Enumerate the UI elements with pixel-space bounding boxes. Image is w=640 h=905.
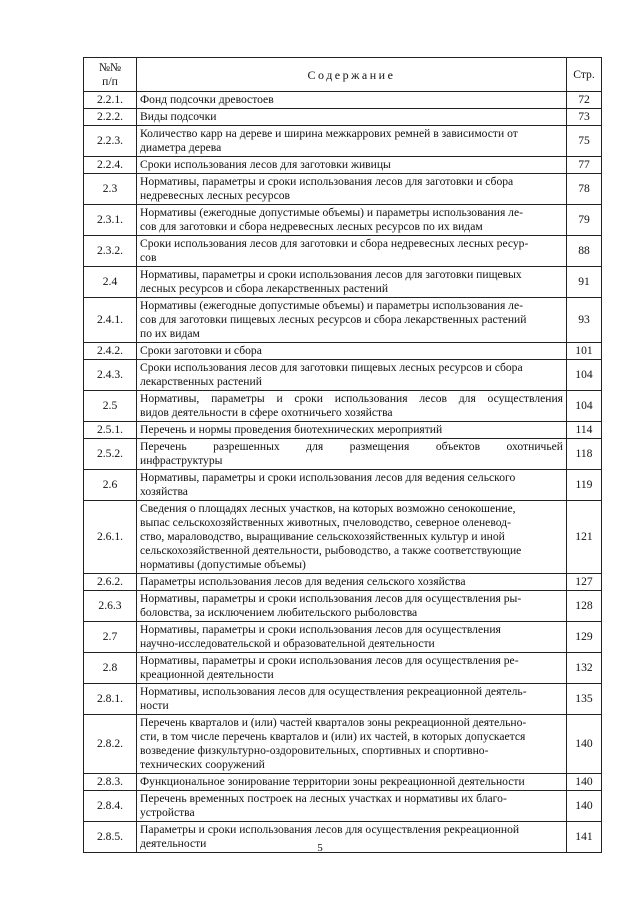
section-number: 2.2.3. [84, 126, 137, 157]
section-title: Параметры использования лесов для ведения сельского хозяйства [137, 574, 567, 591]
page-ref: 132 [567, 653, 602, 684]
section-number: 2.8.2. [84, 715, 137, 774]
section-number: 2.3.2. [84, 236, 137, 267]
section-number: 2.8.1. [84, 684, 137, 715]
table-row [84, 205, 602, 236]
section-title: Нормативы, параметры и сроки использования лесов для осуществления видов деятельности в сфере охотничьего хозяйства [137, 391, 567, 422]
contents-body [84, 92, 602, 853]
table-row [84, 298, 602, 343]
section-title: Нормативы, параметры и сроки использования лесов для заготовки пищевых лесных ресурсов и сбора лекарственных растений [137, 267, 567, 298]
header-title: Содержание [137, 58, 567, 92]
section-title: Сроки использования лесов для заготовки и сбора недревесных лесных ресур- сов [137, 236, 567, 267]
section-title: Нормативы (ежегодные допустимые объемы) и параметры использования ле- сов для заготовки пищевых лесных ресурсов и сбора лекарственных растений по их видам [137, 298, 567, 343]
table-row [84, 174, 602, 205]
section-number: 2.2.2. [84, 109, 137, 126]
page-ref: 141 [567, 822, 602, 853]
page-ref: 104 [567, 391, 602, 422]
page-ref: 73 [567, 109, 602, 126]
section-number: 2.4.2. [84, 343, 137, 360]
table-row [84, 267, 602, 298]
section-title: Сроки использования лесов для заготовки пищевых лесных ресурсов и сбора лекарственных растений [137, 360, 567, 391]
section-number: 2.8.5. [84, 822, 137, 853]
header-number: №№ п/п [84, 58, 137, 92]
table-row [84, 715, 602, 774]
section-number: 2.2.1. [84, 92, 137, 109]
table-row [84, 360, 602, 391]
section-number: 2.6 [84, 470, 137, 501]
table-row [84, 591, 602, 622]
section-title: Перечень разрешенных для размещения объектов охотничьей инфраструктуры [137, 439, 567, 470]
page-ref: 129 [567, 622, 602, 653]
page-ref: 101 [567, 343, 602, 360]
page-ref: 121 [567, 501, 602, 574]
page-ref: 88 [567, 236, 602, 267]
section-number: 2.6.3 [84, 591, 137, 622]
section-number: 2.8 [84, 653, 137, 684]
section-title: Перечень и нормы проведения биотехнических мероприятий [137, 422, 567, 439]
table-row [84, 622, 602, 653]
table-row [84, 157, 602, 174]
section-number: 2.3.1. [84, 205, 137, 236]
table-row [84, 684, 602, 715]
table-row [84, 574, 602, 591]
page-ref: 128 [567, 591, 602, 622]
page-ref: 140 [567, 715, 602, 774]
section-title: Количество карр на дереве и ширина межкаррових ремней в зависимости от диаметра дерева [137, 126, 567, 157]
table-row [84, 439, 602, 470]
page-ref: 140 [567, 774, 602, 791]
page-ref: 118 [567, 439, 602, 470]
table-row [84, 343, 602, 360]
section-title: Нормативы, параметры и сроки использования лесов для заготовки и сбора недревесных лесных ресурсов [137, 174, 567, 205]
page-ref: 91 [567, 267, 602, 298]
section-number: 2.8.3. [84, 774, 137, 791]
table-row [84, 236, 602, 267]
page-ref: 135 [567, 684, 602, 715]
section-title: Сроки использования лесов для заготовки живицы [137, 157, 567, 174]
section-title: Параметры и сроки использования лесов для осуществления рекреационной деятельности [137, 822, 567, 853]
section-title: Нормативы, параметры и сроки использования лесов для осуществления научно-исследовательской и образовательной деятельности [137, 622, 567, 653]
page-ref: 78 [567, 174, 602, 205]
table-row [84, 774, 602, 791]
section-number: 2.2.4. [84, 157, 137, 174]
section-number: 2.4.1. [84, 298, 137, 343]
section-number: 2.6.2. [84, 574, 137, 591]
table-row [84, 653, 602, 684]
page-ref: 77 [567, 157, 602, 174]
section-number: 2.7 [84, 622, 137, 653]
table-row [84, 791, 602, 822]
section-number: 2.6.1. [84, 501, 137, 574]
section-number: 2.5 [84, 391, 137, 422]
section-title: Перечень кварталов и (или) частей кварталов зоны рекреационной деятельно- сти, в том числе перечень кварталов и (или) их частей, в которых допускается возведение физкультурно-оздоровительных, спортивных и спортивно- технических сооружений [137, 715, 567, 774]
section-title: Нормативы, параметры и сроки использования лесов для ведения сельского хозяйства [137, 470, 567, 501]
section-title: Сроки заготовки и сбора [137, 343, 567, 360]
section-title: Нормативы, параметры и сроки использования лесов для осуществления ры- боловства, за исключением любительского рыболовства [137, 591, 567, 622]
section-number: 2.5.1. [84, 422, 137, 439]
section-title: Нормативы, использования лесов для осуществления рекреационной деятель- ности [137, 684, 567, 715]
header-row [84, 58, 602, 92]
page-ref: 75 [567, 126, 602, 157]
header-page: Стр. [567, 58, 602, 92]
section-title: Нормативы (ежегодные допустимые объемы) и параметры использования ле- сов для заготовки и сбора недревесных лесных ресурсов по их видам [137, 205, 567, 236]
section-title: Фонд подсочки древостоев [137, 92, 567, 109]
page-number: 5 [317, 842, 323, 854]
contents-table [83, 57, 602, 853]
section-number: 2.8.4. [84, 791, 137, 822]
page-ref: 119 [567, 470, 602, 501]
section-number: 2.4.3. [84, 360, 137, 391]
table-row [84, 109, 602, 126]
table-row [84, 501, 602, 574]
table-row [84, 92, 602, 109]
section-title: Нормативы, параметры и сроки использования лесов для осуществления ре- креационной деятельности [137, 653, 567, 684]
page-ref: 72 [567, 92, 602, 109]
page-ref: 104 [567, 360, 602, 391]
table-row [84, 391, 602, 422]
page-ref: 114 [567, 422, 602, 439]
section-title: Функциональное зонирование территории зоны рекреационной деятельности [137, 774, 567, 791]
section-number: 2.3 [84, 174, 137, 205]
page-ref: 127 [567, 574, 602, 591]
page-ref: 140 [567, 791, 602, 822]
section-title: Виды подсочки [137, 109, 567, 126]
table-row [84, 422, 602, 439]
page-ref: 93 [567, 298, 602, 343]
section-number: 2.5.2. [84, 439, 137, 470]
section-title: Сведения о площадях лесных участков, на которых возможно сенокошение, выпас сельскохозяйственных животных, пчеловодство, северное оленевод- ство, мараловодство, выращивание сельскохозяйственных культур и иной сельскохозяйственной деятельности, рыбоводство, а также соответствующие нормативы (допустимые объемы) [137, 501, 567, 574]
page-ref: 79 [567, 205, 602, 236]
table-row [84, 470, 602, 501]
section-number: 2.4 [84, 267, 137, 298]
section-title: Перечень временных построек на лесных участках и нормативы их благо- устройства [137, 791, 567, 822]
table-row [84, 126, 602, 157]
